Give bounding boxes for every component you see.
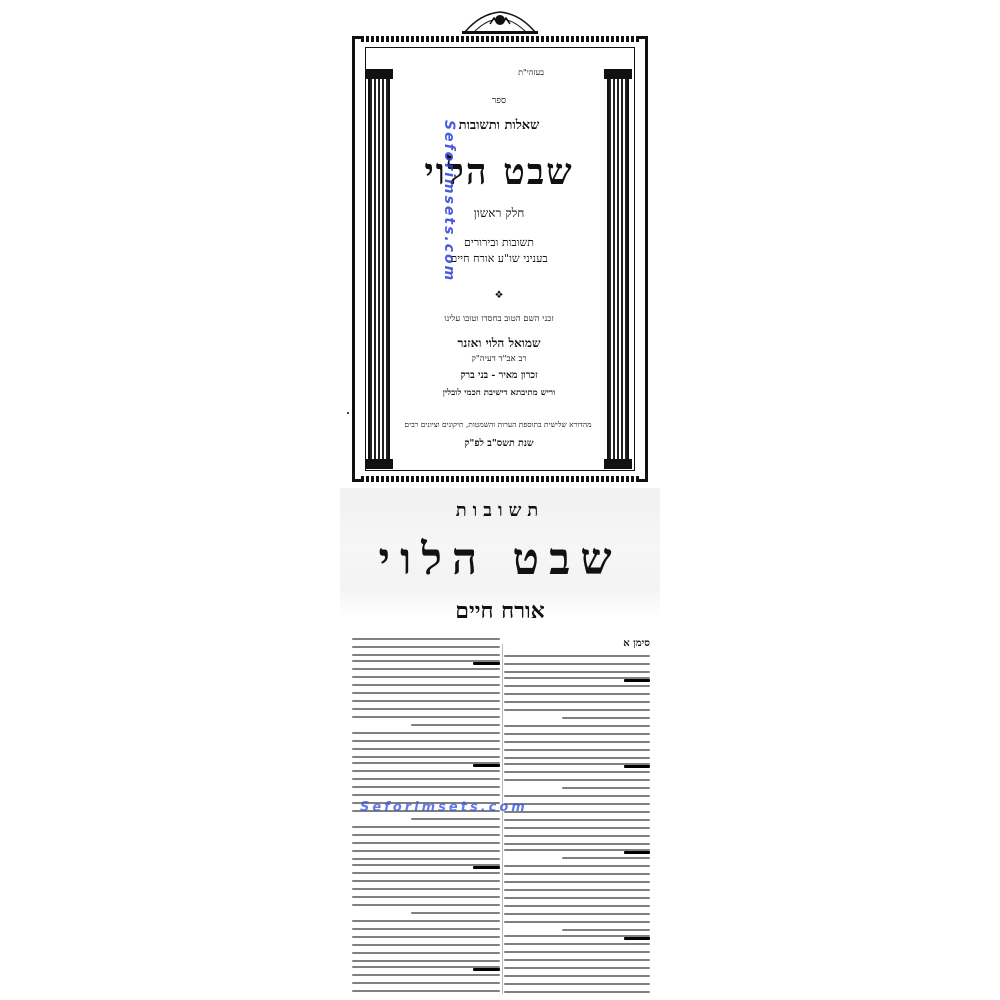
body-text-line [352, 880, 500, 882]
body-text-line [352, 676, 500, 678]
body-text-line [352, 842, 500, 844]
frame-bottom-band [361, 476, 639, 482]
body-text-line [504, 749, 650, 751]
body-text-line [352, 748, 500, 750]
body-text-line [504, 725, 650, 727]
bezrat-hashem-text: בעזהי"ת [518, 68, 544, 77]
body-text-line [352, 904, 500, 906]
body-text-line [352, 834, 500, 836]
body-text-line [504, 733, 650, 735]
body-text-line [411, 724, 500, 726]
body-text-line [352, 786, 500, 788]
body-text-line [504, 983, 650, 985]
body-text-line [504, 905, 650, 907]
body-text-line [504, 913, 650, 915]
author-name: שמואל הלוי ואזנר [457, 336, 541, 350]
body-text-line [352, 952, 500, 954]
body-text-line [504, 881, 650, 883]
body-text-line [504, 959, 650, 961]
body-text-line [352, 654, 500, 656]
body-text-line [504, 975, 650, 977]
author-rank: רב אב"ד דעיה"ק [471, 354, 527, 364]
title-page-content [394, 68, 604, 468]
page-heading: תשובות [455, 500, 545, 521]
body-text-line [352, 708, 500, 710]
body-text-line [352, 762, 500, 764]
body-text-line [504, 865, 650, 867]
body-text-line [504, 763, 650, 765]
body-text-line [352, 858, 500, 860]
volume-part: חלק ראשון [473, 206, 525, 220]
paragraph-lead-word [473, 764, 500, 767]
body-text-line [352, 684, 500, 686]
paragraph-lead-word [624, 851, 650, 854]
body-text-line [352, 732, 500, 734]
author-place: זכרון מאיר - בני ברק [460, 370, 538, 381]
body-text-line [504, 779, 650, 781]
body-text-line [504, 935, 650, 937]
body-text-line [352, 770, 500, 772]
body-text-line [352, 850, 500, 852]
merit-line: זכני השם הטוב בחסדו וטובו עלינו [444, 314, 554, 324]
body-text-line [352, 960, 500, 962]
paragraph-lead-word [473, 866, 500, 869]
body-text-line [352, 928, 500, 930]
text-lines-left [352, 638, 500, 992]
body-text-line [504, 655, 650, 657]
book-title: שבט הלוי [424, 151, 574, 193]
text-page [340, 488, 660, 1000]
body-text-line [352, 920, 500, 922]
paragraph-lead-word [624, 937, 650, 940]
body-text-line [352, 896, 500, 898]
body-text-line [352, 888, 500, 890]
crest-ornament-icon [460, 8, 540, 34]
body-text-line [352, 638, 500, 640]
body-text-line [504, 663, 650, 665]
body-text-line [504, 741, 650, 743]
text-lines-right [504, 655, 650, 993]
paragraph-lead-word [473, 662, 500, 665]
body-text-line [352, 778, 500, 780]
sefer-label: ספר [491, 96, 507, 106]
paragraph-lead-word [473, 968, 500, 971]
body-text-line [411, 912, 500, 914]
body-text-line [504, 795, 650, 797]
description-line-1: תשובות ובירורים [463, 236, 534, 249]
body-text-line [352, 982, 500, 984]
body-text-line [504, 943, 650, 945]
body-text-line [504, 693, 650, 695]
section-title: אורח חיים [455, 598, 545, 624]
body-text-line [504, 771, 650, 773]
frame-top-band [361, 36, 639, 42]
body-text-line [504, 685, 650, 687]
scan-speck [347, 412, 349, 414]
paragraph-lead-word [624, 765, 650, 768]
body-text-line [562, 857, 650, 859]
body-text-line [562, 929, 650, 931]
body-text-line [352, 974, 500, 976]
body-text-line [352, 936, 500, 938]
body-text-line [352, 692, 500, 694]
body-text-line [504, 991, 650, 993]
siman-label: סימן א [623, 638, 650, 649]
body-text-line [352, 756, 500, 758]
body-text-line [504, 835, 650, 837]
body-text-line [411, 818, 500, 820]
edition-note: מהדורא שלישית בתוספת הערות והשמטות, תיקונים וציונים רבים [404, 420, 592, 429]
watermark-vertical: Seforimsets.com [441, 120, 457, 283]
paragraph-lead-word [624, 679, 650, 682]
column-divider [502, 644, 503, 994]
body-text-line [504, 843, 650, 845]
body-text-line [504, 889, 650, 891]
body-text-line [352, 794, 500, 796]
body-text-line [352, 990, 500, 992]
body-text-line [504, 849, 650, 851]
right-pillar-ornament [607, 79, 629, 459]
body-text-line [504, 827, 650, 829]
description-line-2: בעניני שו"ע אורח חיים [450, 252, 548, 265]
body-text-line [352, 826, 500, 828]
body-text-line [352, 660, 500, 662]
author-yeshiva: וריש מתיבתא דישיבת חכמי לובלין [442, 388, 556, 398]
body-text-line [352, 944, 500, 946]
page-title: שבט הלוי [378, 534, 622, 585]
body-text-line [504, 921, 650, 923]
ornament-star-icon: ❖ [494, 290, 504, 301]
body-text-line [352, 716, 500, 718]
body-text-line [352, 740, 500, 742]
body-text-line [504, 897, 650, 899]
body-text-line [504, 671, 650, 673]
text-column-right [504, 638, 650, 999]
body-text-line [504, 967, 650, 969]
watermark-horizontal: Seforimsets.com [360, 800, 528, 815]
text-column-left [352, 638, 500, 998]
body-text-line [562, 787, 650, 789]
body-text-line [352, 864, 500, 866]
body-text-line [562, 717, 650, 719]
body-text-line [504, 677, 650, 679]
title-page [350, 8, 653, 490]
body-text-line [504, 819, 650, 821]
body-text-line [504, 873, 650, 875]
body-text-line [504, 709, 650, 711]
body-text-line [352, 966, 500, 968]
book-subtitle: שאלות ותשובות [458, 118, 540, 133]
body-text-line [504, 757, 650, 759]
publication-year: שנת תשס"ב לפ"ק [464, 438, 534, 449]
left-pillar-ornament [368, 79, 390, 459]
body-text-line [352, 700, 500, 702]
body-text-line [352, 646, 500, 648]
body-text-line [504, 701, 650, 703]
body-text-line [504, 951, 650, 953]
body-text-line [352, 668, 500, 670]
body-text-line [352, 872, 500, 874]
